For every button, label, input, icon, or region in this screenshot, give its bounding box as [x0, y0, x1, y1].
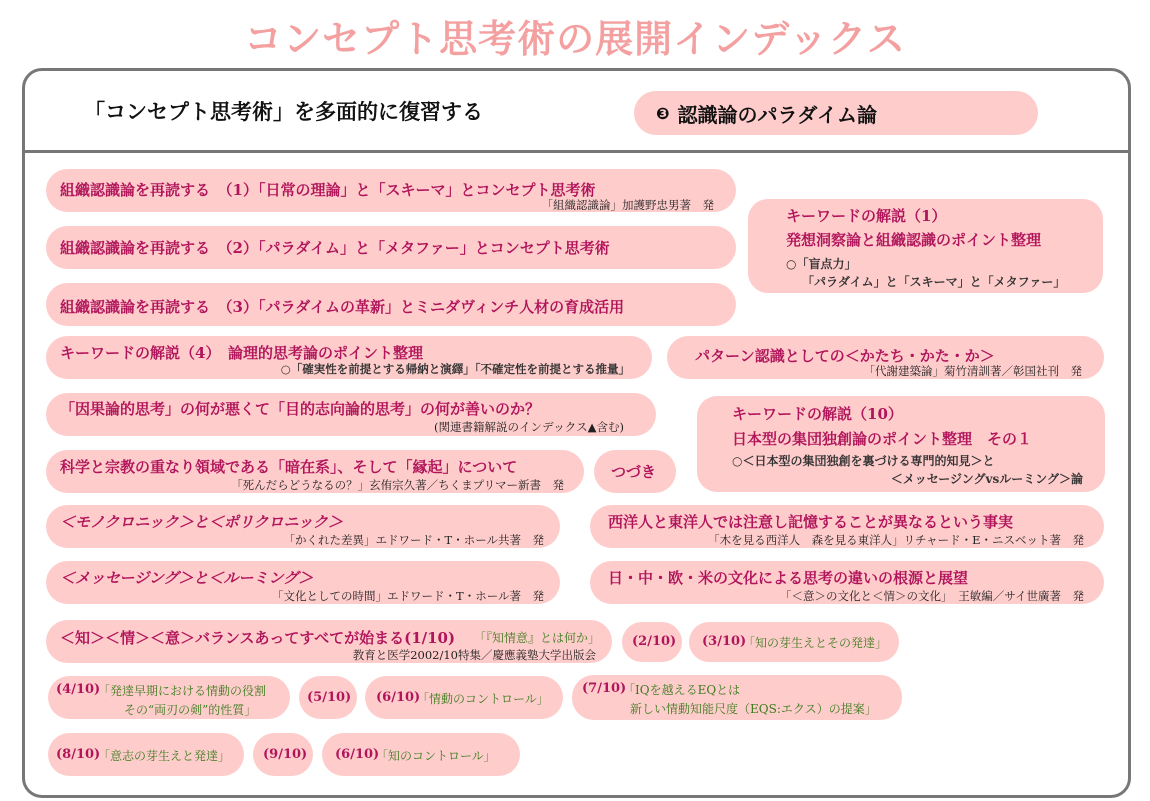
- section-number: ❸: [656, 103, 670, 123]
- item-title: 組織認識論を再読する （2）「パラダイム」と「メタファー」とコンセプト思考術: [60, 239, 610, 257]
- item-title-line1: キーワードの解説（1）: [786, 207, 947, 225]
- continue-label: つづき: [611, 463, 657, 481]
- series-label: 「IQを越えるEQとは: [623, 683, 741, 697]
- item-title: 「因果論的思考」の何が悪くて「目的志向論的思考」の何が善いのか？: [60, 400, 541, 418]
- item-title-line2: 日本型の集団独創論のポイント整理 その１: [732, 430, 1033, 448]
- link-item-soshiki-2[interactable]: [46, 226, 736, 269]
- item-title: ＜モノクロニック＞と＜ポリクロニック＞: [60, 513, 343, 531]
- item-source: 「＜意＞の文化と＜情＞の文化」 王敏編／サイ世廣著 発: [780, 589, 1084, 603]
- series-item-9[interactable]: [253, 733, 313, 776]
- link-item-pattern[interactable]: [667, 336, 1104, 379]
- series-number: (8/10): [56, 747, 101, 762]
- item-detail-line2: ＜メッセージングvsルーミング＞論: [890, 472, 1083, 486]
- item-source: 「死んだらどうなるの？」玄侑宗久著／ちくまプリマー新書 発: [231, 478, 564, 492]
- link-item-soshiki-3[interactable]: [46, 283, 736, 326]
- series-number: (4/10): [56, 682, 101, 697]
- link-item-soshiki-1[interactable]: [46, 169, 736, 212]
- item-title: 組織認識論を再読する （3）「パラダイムの革新」とミニダヴィンチ人材の育成活用: [60, 298, 625, 316]
- series-label-line2: その“両刃の剣”的性質」: [124, 703, 257, 717]
- item-source: 「代謝建築論」菊竹清訓著／彰国社刊 発: [863, 364, 1082, 378]
- item-source: 「かくれた差異」エドワード・T・ホール共著 発: [283, 533, 544, 547]
- section-label: 認識論のパラダイム論: [677, 102, 877, 127]
- item-title: 西洋人と東洋人では注意し記憶することが異なるという事実: [608, 513, 1014, 531]
- series-item-5[interactable]: [299, 676, 357, 719]
- item-source: 「組織認識論」加護野忠男著 発: [541, 198, 714, 212]
- link-item-chijoui-1[interactable]: [46, 620, 612, 663]
- series-number: (6/10): [376, 690, 421, 705]
- series-item-10[interactable]: [322, 733, 520, 776]
- series-item-6[interactable]: [365, 676, 563, 719]
- series-number: (6/10): [335, 747, 380, 762]
- section-badge[interactable]: [634, 91, 1038, 135]
- item-title: 科学と宗教の重なり領域である「暗在系」、そして「縁起」について: [60, 458, 518, 476]
- series-item-3[interactable]: [689, 622, 899, 662]
- item-detail: ○「確実性を前提とする帰納と演繹」「不確定性を前提とする推量」: [280, 362, 630, 376]
- series-label: 「発達早期における情動の役割: [98, 684, 267, 698]
- series-label: 「意志の芽生えと発達」: [98, 749, 231, 763]
- link-item-keyword-1[interactable]: [748, 199, 1103, 293]
- series-number: (9/10): [263, 747, 308, 762]
- link-item-causal-thinking[interactable]: [46, 393, 656, 436]
- link-item-monochronic[interactable]: [46, 505, 560, 548]
- series-label-line2: 新しい情動知能尺度（EQS:エクス）の提案」: [630, 702, 877, 716]
- page-subtitle: 「コンセプト思考術」を多面的に復習する: [84, 100, 483, 124]
- item-detail-line2: 「パラダイム」と「スキーマ」と「メタファー」: [802, 275, 1066, 289]
- series-item-2[interactable]: [622, 622, 682, 662]
- series-number: (2/10): [632, 634, 677, 649]
- link-item-messaging[interactable]: [46, 561, 560, 604]
- item-title: ＜知＞＜情＞＜意＞バランスあってすべてが始まる(1/10): [60, 629, 456, 647]
- series-label: 「知のコントロール」: [376, 749, 496, 763]
- item-title: 組織認識論を再読する （1）「日常の理論」と「スキーマ」とコンセプト思考術: [60, 181, 596, 199]
- series-item-7[interactable]: [572, 675, 902, 720]
- item-subtitle: 「『知情意』とは何か」: [474, 631, 601, 645]
- item-source: 「文化としての時間」エドワード・T・ホール著 発: [272, 589, 544, 603]
- series-item-4[interactable]: [48, 676, 290, 719]
- item-note: (関連書籍解説のインデックス▲含む): [434, 420, 624, 434]
- series-number: (7/10): [582, 681, 627, 696]
- link-item-keyword-4[interactable]: [46, 336, 652, 379]
- item-source: 教育と医学2002/10特集／慶應義塾大学出版会: [352, 648, 596, 662]
- link-item-cultures[interactable]: [590, 561, 1104, 604]
- item-title: キーワードの解説（4） 論理的思考論のポイント整理: [60, 344, 423, 362]
- series-label: 「知の芽生えとその発達」: [743, 636, 888, 650]
- continue-button[interactable]: [594, 450, 676, 493]
- series-number: (5/10): [307, 690, 352, 705]
- link-item-science-religion[interactable]: [46, 450, 584, 493]
- item-title-line1: キーワードの解説（10）: [732, 405, 903, 423]
- item-title: 日・中・欧・米の文化による思考の違いの根源と展望: [608, 569, 969, 587]
- link-item-west-east[interactable]: [590, 505, 1104, 548]
- header-divider: [22, 150, 1131, 153]
- link-item-keyword-10[interactable]: [697, 396, 1105, 492]
- series-label: 「情動のコントロール」: [417, 692, 549, 706]
- item-detail-line1: ○＜日本型の集団独創を裏づける専門的知見＞と: [732, 454, 995, 468]
- item-title: ＜メッセージング＞と＜ルーミング＞: [60, 569, 314, 587]
- page-title: コンセプト思考術の展開インデックス: [244, 17, 906, 61]
- item-source: 「木を見る西洋人 森を見る東洋人」リチャード・E・ニスベット著 発: [708, 533, 1084, 547]
- series-item-8[interactable]: [48, 733, 244, 776]
- item-title: パターン認識としての＜かたち・かた・か＞: [695, 347, 995, 365]
- item-detail-line1: ○「盲点力」: [786, 257, 857, 271]
- item-title-line2: 発想洞察論と組織認識のポイント整理: [786, 231, 1042, 249]
- series-number: (3/10): [702, 634, 747, 649]
